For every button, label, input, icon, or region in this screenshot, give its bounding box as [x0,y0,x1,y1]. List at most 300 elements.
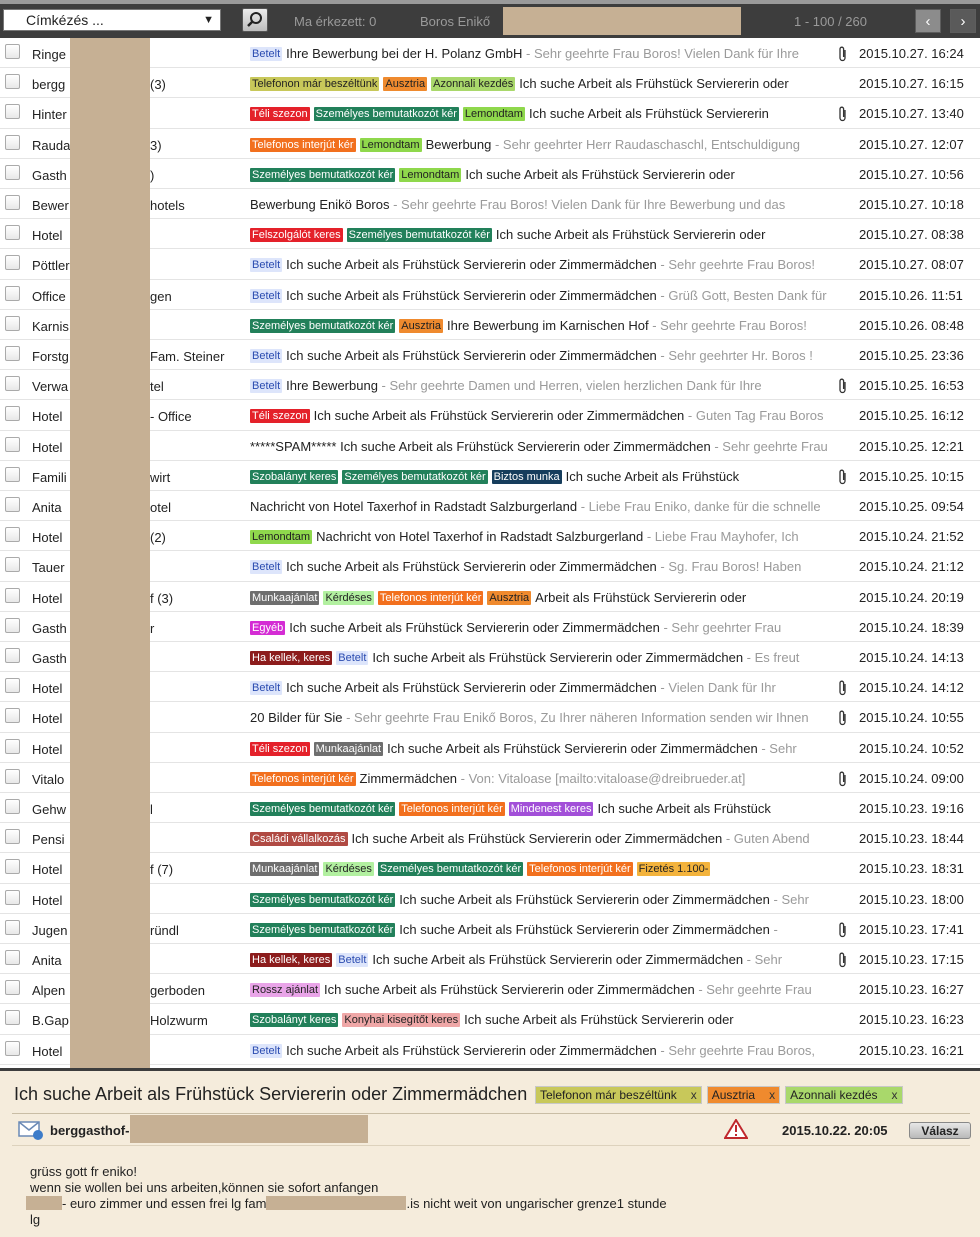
row-snippet: - Sehr [769,891,809,907]
body-line: wenn sie wollen bei uns arbeiten,können sie sofort anfangen [30,1180,379,1195]
row-sender: Hotel [32,711,63,727]
preview-subject: Ich suche Arbeit als Frühstück Serviererin oder Zimmermädchen [14,1084,528,1104]
row-checkbox[interactable] [5,980,20,995]
row-checkbox[interactable] [5,618,20,633]
row-sender: Hotel [32,228,63,244]
label-tag[interactable]: Személyes bemutatkozót kér [252,893,394,906]
row-subject: Ich suche Arbeit als Frühstück Serviererin [528,106,769,122]
label-select[interactable] [3,9,221,31]
row-checkbox[interactable] [5,165,20,180]
row-subject: Ich suche Arbeit als Frühstück Serviererin oder Zimmermädchen [286,559,657,575]
row-subject: Ich suche Arbeit als Frühstück Serviererin oder Zimmermädchen [286,287,657,303]
row-sender: Ringe [32,47,66,62]
row-checkbox[interactable] [5,1010,20,1025]
row-date: 2015.10.27. 08:07 [859,257,964,273]
body-line: grüss gott fr eniko! [30,1164,137,1179]
remove-tag-icon[interactable]: x [690,1088,697,1102]
label-tag[interactable]: Téli szezon [252,742,308,755]
divider [12,1113,970,1114]
row-subject: Ich suche Arbeit als Frühstück Serviererin oder Zimmermädchen [289,619,660,635]
row-snippet: - Sg. Frau Boros! Haben [656,559,802,575]
row-sender-suffix: otel [150,500,171,515]
label-tag[interactable]: Azonnali kezdés [433,78,514,91]
row-subject: Ich suche Arbeit als Frühstück Serviererin oder Zimmermädchen [286,1042,657,1058]
row-date: 2015.10.24. 10:52 [859,740,964,756]
row-date: 2015.10.27. 12:07 [859,136,964,152]
row-content [250,469,854,484]
row-content [250,590,854,605]
pager-range: 1 - 100 / 260 [794,14,867,29]
row-sender: B.Gap [32,1013,69,1029]
preview-tag [707,1086,780,1104]
row-subject: Ich suche Arbeit als Frühstück Serviererin oder Zimmermädchen [286,680,657,696]
paperclip-icon [838,922,848,941]
row-sender-suffix: - Office [150,409,192,425]
label-tag[interactable]: Személyes bemutatkozót kér [379,863,522,876]
divider [12,1145,970,1146]
row-subject: Nachricht von Hotel Taxerhof in Radstadt Salzburgerland [316,529,644,545]
row-sender: Gasth [32,167,67,183]
row-checkbox[interactable] [5,376,20,391]
row-checkbox[interactable] [5,104,20,119]
row-sender: Hotel [32,892,63,908]
row-snippet: - Liebe Frau Eniko, danke für die schnelle [577,499,821,514]
row-snippet: - Sehr [743,952,783,967]
row-snippet: - Vielen Dank für Ihr [656,680,776,696]
row-sender-suffix: 3) [150,137,162,153]
row-sender: Hotel [32,530,63,546]
row-sender-suffix: wirt [150,469,171,485]
label-tag[interactable]: Telefonos interjút kér [252,772,354,785]
label-tag[interactable]: Lemondtam [401,168,460,181]
row-content [250,982,854,997]
row-date: 2015.10.23. 17:41 [859,921,964,937]
row-subject: Ich suche Arbeit als Frühstück Serviererin oder Zimmermädchen [286,348,657,363]
label-tag[interactable]: Lemondtam [361,138,420,151]
label-tag[interactable]: Ausztria [401,319,441,332]
row-content [250,499,854,514]
row-sender-suffix: gen [150,288,172,304]
row-content [250,439,854,454]
label-tag[interactable]: Betelt [338,954,367,966]
remove-tag-icon[interactable]: x [891,1088,898,1102]
label-tag[interactable]: Kérdéses [325,591,372,604]
row-sender: Gasth [32,651,67,666]
row-content [250,197,854,212]
label-tag[interactable]: Munkaajánlat [252,863,318,876]
label-tag[interactable]: Betelt [252,48,281,60]
label-tag[interactable]: Szobalányt keres [252,1014,337,1027]
row-content [250,318,854,333]
row-sender-suffix: (2) [150,530,166,546]
message-preview [0,1068,980,1237]
row-snippet: - Von: Vitaloase [mailto:vitaloase@dreibrueder.at] [457,770,746,786]
row-sender: Hotel [32,409,63,425]
preview-tags [535,1086,908,1104]
row-subject: Ich suche Arbeit als Frühstück Serviererin oder [495,227,766,243]
row-subject: Zimmermädchen [359,770,458,786]
row-content [250,529,854,544]
row-checkbox[interactable] [5,1041,20,1056]
row-checkbox[interactable] [5,527,20,542]
row-content [250,348,854,363]
row-checkbox[interactable] [5,135,20,150]
row-content [250,710,854,725]
row-content [250,378,854,393]
row-content [250,861,854,876]
label-tag[interactable]: Kérdéses [325,863,372,876]
row-subject: Ich suche Arbeit als Frühstück [565,468,740,484]
row-checkbox[interactable] [5,678,20,693]
redacted-text [26,1196,62,1210]
row-checkbox[interactable] [5,739,20,754]
row-sender-suffix: (3) [150,77,166,93]
row-checkbox[interactable] [5,829,20,844]
preview-body [30,1164,667,1228]
label-tag[interactable]: Személyes bemutatkozót kér [344,470,486,483]
row-snippet: - Sehr geehrte Frau [710,438,828,454]
label-tag[interactable]: Mindenest keres [510,803,592,815]
row-sender-suffix: ) [150,167,155,183]
row-sender: Hotel [32,1043,63,1059]
label-tag[interactable]: Telefonos interjút kér [379,591,482,604]
row-content [250,741,854,756]
chevron-left-icon: ‹ [925,13,931,30]
username: Boros Enikő [420,14,491,29]
received-today-count: Ma érkezett: 0 [294,14,377,29]
label-tag[interactable]: Téli szezon [252,108,308,121]
row-snippet: - Sehr geehrter Herr Raudaschaschl, Entschuldigung [491,136,800,152]
label-tag[interactable]: Személyes bemutatkozót kér [252,923,394,936]
row-content [250,257,854,272]
row-sender: Hotel [32,741,63,757]
row-snippet: - Sehr geehrte Frau Boros! Vielen Dank für Ihre [522,46,799,61]
row-sender: Alpen [32,983,66,999]
row-subject: Ich suche Arbeit als Frühstück Serviererin oder Zimmermädchen [351,831,723,847]
label-tag[interactable]: Fizetés 1.100- [638,863,709,876]
paperclip-icon [838,771,848,790]
label-tag[interactable]: Telefonos interjút kér [401,803,503,815]
row-date: 2015.10.23. 19:16 [859,801,964,816]
row-subject: Ich suche Arbeit als Frühstück Serviererin oder Zimmermädchen [399,891,770,907]
row-content [250,167,854,182]
row-date: 2015.10.23. 16:23 [859,1012,964,1028]
row-subject: Ihre Bewerbung bei der H. Polanz GmbH [286,46,523,61]
label-tag[interactable]: Felszolgálót keres [252,229,341,242]
row-sender: Bewer [32,198,69,213]
row-sender-suffix: ründl [150,922,179,938]
label-tag[interactable]: Személyes bemutatkozót kér [252,168,394,181]
row-date: 2015.10.25. 10:15 [859,468,964,484]
label-tag[interactable]: Betelt [252,289,281,302]
row-checkbox[interactable] [5,195,20,210]
row-content [250,831,854,846]
redacted-sender-column [70,38,150,1068]
row-date: 2015.10.23. 18:31 [859,861,964,877]
row-content [250,76,854,91]
body-text: - euro zimmer und essen frei lg fam [62,1196,267,1211]
chevron-right-icon: › [960,13,966,30]
label-tag[interactable]: Ha kellek, keres [252,954,331,966]
row-checkbox[interactable] [5,497,20,512]
row-checkbox[interactable] [5,406,20,421]
row-snippet: - Sehr geehrte Frau Boros! [656,257,816,273]
body-line [30,1196,667,1212]
preview-tag-label: Azonnali kezdés [790,1088,878,1102]
row-subject: Nachricht von Hotel Taxerhof in Radstadt Salzburgerland [250,499,578,514]
row-subject: Ihre Bewerbung im Karnischen Hof [446,317,649,333]
row-subject: Bewerbung [425,136,492,152]
row-content [250,288,854,303]
row-sender: Verwa [32,379,69,395]
paperclip-icon [838,952,848,971]
row-date: 2015.10.23. 16:27 [859,982,964,998]
row-subject: Ich suche Arbeit als Frühstück Serviererin oder Zimmermädchen [286,257,657,273]
dropdown-arrow-icon: ▼ [203,14,214,26]
row-content [250,1043,854,1058]
row-date: 2015.10.23. 16:21 [859,1042,964,1058]
row-content [250,137,854,152]
paperclip-icon [838,106,848,125]
label-tag[interactable]: Téli szezon [252,410,308,423]
preview-tag [785,1086,902,1104]
row-date: 2015.10.24. 10:55 [859,710,964,726]
row-checkbox[interactable] [5,588,20,603]
row-content [250,106,854,121]
row-snippet: - Sehr geehrte Damen und Herren, vielen herzlichen Dank für Ihre [377,378,762,394]
row-checkbox[interactable] [5,286,20,301]
row-snippet: - Sehr geehrter Hr. Boros ! [656,348,813,363]
remove-tag-icon[interactable]: x [769,1088,776,1102]
row-sender-suffix: tel [150,379,164,395]
label-tag[interactable]: Családi vállalkozás [252,833,346,846]
row-checkbox[interactable] [5,950,20,965]
preview-tag-label: Ausztria [711,1088,756,1102]
row-snippet: - Sehr geehrte Frau Enikő Boros, Zu Ihrer näheren Information senden wir Ihnen [342,710,809,726]
row-subject: Ihre Bewerbung [286,378,378,394]
row-subject: Ich suche Arbeit als Frühstück Serviererin oder [519,76,789,92]
row-sender-suffix: hotels [150,198,185,213]
row-sender: Hotel [32,439,63,455]
envelope-icon [18,1119,44,1146]
row-subject: Ich suche Arbeit als Frühstück Serviererin oder Zimmermädchen [313,408,685,424]
row-sender: Hotel [32,590,63,606]
row-sender: Hotel [32,681,63,697]
next-page-button[interactable] [950,9,976,33]
row-subject: Ich suche Arbeit als Frühstück Serviererin oder [465,166,735,182]
row-sender: Anita [32,953,62,968]
row-content [250,892,854,907]
label-tag[interactable]: Ha kellek, keres [252,652,331,664]
label-tag[interactable]: Lemondtam [252,531,311,544]
redacted-area [503,7,741,35]
row-snippet: - Sehr geehrte Frau Boros! [648,317,807,333]
top-toolbar [0,0,980,38]
label-tag[interactable]: Lemondtam [464,108,523,121]
label-tag[interactable]: Ausztria [385,78,426,91]
row-sender-suffix: f (3) [150,590,174,606]
row-date: 2015.10.27. 10:18 [859,197,964,212]
row-sender: Famili [32,469,67,485]
row-date: 2015.10.24. 14:12 [859,680,964,696]
redacted-text [266,1196,406,1210]
label-tag[interactable]: Betelt [252,682,281,695]
label-tag[interactable]: Személyes bemutatkozót kér [252,319,394,332]
row-sender: Gasth [32,620,67,636]
label-tag[interactable]: Konyhai kisegítőt keres [344,1014,459,1027]
row-sender: Tauer [32,560,65,576]
row-checkbox[interactable] [5,44,20,59]
row-snippet: - Grüß Gott, Besten Dank für [656,287,827,303]
label-tag[interactable]: Rossz ajánlat [252,984,319,997]
preview-tag-label: Telefonon már beszéltünk [540,1088,677,1102]
row-subject: Ich suche Arbeit als Frühstück Serviererin oder Zimmermädchen [399,921,770,937]
row-checkbox[interactable] [5,648,20,663]
label-tag[interactable]: Személyes bemutatkozót kér [348,229,490,242]
row-snippet: - Es freut [743,650,800,665]
row-snippet: - Sehr [757,740,797,756]
label-tag[interactable]: Betelt [338,652,367,664]
row-date: 2015.10.25. 09:54 [859,499,964,514]
paperclip-icon [838,710,848,729]
row-sender-suffix: r [150,620,155,636]
row-content [250,408,854,423]
row-sender: Office [32,288,66,304]
row-content [250,1012,854,1027]
row-snippet: - Guten Abend [722,831,810,847]
paperclip-icon [838,378,848,397]
row-checkbox[interactable] [5,467,20,482]
row-subject: Ich suche Arbeit als Frühstück Serviererin oder Zimmermädchen [372,952,744,967]
row-sender: Pöttler [32,258,70,274]
row-date: 2015.10.26. 08:48 [859,317,964,333]
row-checkbox[interactable] [5,920,20,935]
label-tag[interactable]: Telefonos interjút kér [252,138,354,151]
row-content [250,922,854,937]
row-sender: Jugen [32,922,68,938]
row-date: 2015.10.24. 20:19 [859,589,964,605]
label-tag[interactable]: Munkaajánlat [315,742,382,755]
row-checkbox[interactable] [5,799,20,814]
label-tag[interactable]: Betelt [252,1044,281,1057]
row-sender: Rauda [32,137,71,153]
row-checkbox[interactable] [5,890,20,905]
row-date: 2015.10.24. 21:52 [859,529,964,545]
reply-button[interactable]: Válasz [909,1122,971,1139]
row-date: 2015.10.23. 18:44 [859,831,964,847]
row-sender: Hinter [32,107,67,123]
row-checkbox[interactable] [5,74,20,89]
preview-from [50,1123,129,1138]
row-snippet: - Guten Tag Frau Boros [684,408,824,424]
label-tag[interactable]: Telefonos interjút kér [529,863,631,876]
label-tag[interactable]: Ausztria [489,591,530,604]
row-snippet: - [769,921,778,937]
paperclip-icon [838,680,848,699]
row-content [250,771,854,786]
row-content [250,650,854,665]
row-content [250,952,854,967]
row-date: 2015.10.23. 18:00 [859,891,964,907]
row-content [250,620,854,635]
row-subject: 20 Bilder für Sie [250,710,343,726]
label-tag[interactable]: Betelt [252,259,281,272]
row-snippet: - Sehr geehrter Frau [659,619,782,635]
row-checkbox[interactable] [5,557,20,572]
row-sender: Gehw [32,802,66,817]
row-content [250,227,854,242]
row-date: 2015.10.26. 11:51 [859,287,963,303]
label-tag[interactable]: Betelt [252,561,281,574]
row-snippet: - Sehr geehrte Frau Boros! Vielen Dank für Ihre Bewerbung und das [389,197,786,212]
label-tag[interactable]: Munkaajánlat [252,591,318,604]
row-date: 2015.10.27. 16:24 [859,46,964,61]
row-date: 2015.10.24. 14:13 [859,650,964,665]
row-checkbox[interactable] [5,708,20,723]
row-checkbox[interactable] [5,225,20,240]
preview-date: 2015.10.22. 20:05 [782,1123,888,1138]
row-subject: Ich suche Arbeit als Frühstück Serviererin oder Zimmermädchen [387,740,758,756]
search-icon [246,11,264,29]
body-text: .is nicht weit von ungarischer grenze1 stunde [406,1196,667,1211]
row-date: 2015.10.27. 13:40 [859,106,964,122]
row-subject: Ich suche Arbeit als Frühstück Serviererin oder [464,1012,734,1028]
row-checkbox[interactable] [5,769,20,784]
row-content [250,46,854,61]
row-checkbox[interactable] [5,346,20,361]
warning-icon[interactable] [724,1119,748,1144]
preview-tag [535,1086,702,1104]
row-sender: bergg [32,77,66,93]
row-checkbox[interactable] [5,316,20,331]
row-snippet: - Sehr geehrte Frau [694,982,812,998]
row-sender: Anita [32,500,62,515]
label-select-value: Címkézés ... [26,12,104,28]
row-content [250,559,854,574]
row-sender-suffix: f (7) [150,862,174,878]
row-subject: Ich suche Arbeit als Frühstück [597,801,771,816]
label-tag[interactable]: Biztos munka [493,470,560,483]
prev-page-button[interactable] [915,9,941,33]
body-line: lg [30,1212,41,1227]
label-tag[interactable]: Személyes bemutatkozót kér [315,108,457,121]
paperclip-icon [838,46,848,65]
row-subject: Ich suche Arbeit als Frühstück Serviererin oder Zimmermädchen [372,650,744,665]
label-tag[interactable]: Szobalányt keres [252,470,337,483]
preview-sender-name: berggasthof- [50,1123,130,1138]
row-snippet: - Sehr geehrte Frau Boros, [656,1042,816,1058]
row-sender: Forstg [32,349,69,364]
paperclip-icon [838,469,848,488]
search-button[interactable] [242,8,268,32]
row-date: 2015.10.27. 08:38 [859,227,964,243]
row-subject: *****SPAM***** Ich suche Arbeit als Frühstück Serviererin oder Zimmermädchen [250,438,711,454]
redacted-sender [130,1115,368,1143]
row-date: 2015.10.24. 09:00 [859,770,964,786]
row-checkbox[interactable] [5,437,20,452]
label-tag[interactable]: Telefonon már beszéltünk [252,78,378,91]
row-date: 2015.10.27. 16:15 [859,76,964,92]
row-checkbox[interactable] [5,255,20,270]
row-checkbox[interactable] [5,859,20,874]
row-date: 2015.10.25. 12:21 [859,438,964,454]
label-tag[interactable]: Egyéb [252,621,284,634]
label-tag[interactable]: Betelt [252,350,281,362]
label-tag[interactable]: Betelt [252,380,281,393]
row-sender: Hotel [32,862,63,878]
row-date: 2015.10.24. 21:12 [859,559,964,575]
label-tag[interactable]: Személyes bemutatkozót kér [252,803,394,815]
